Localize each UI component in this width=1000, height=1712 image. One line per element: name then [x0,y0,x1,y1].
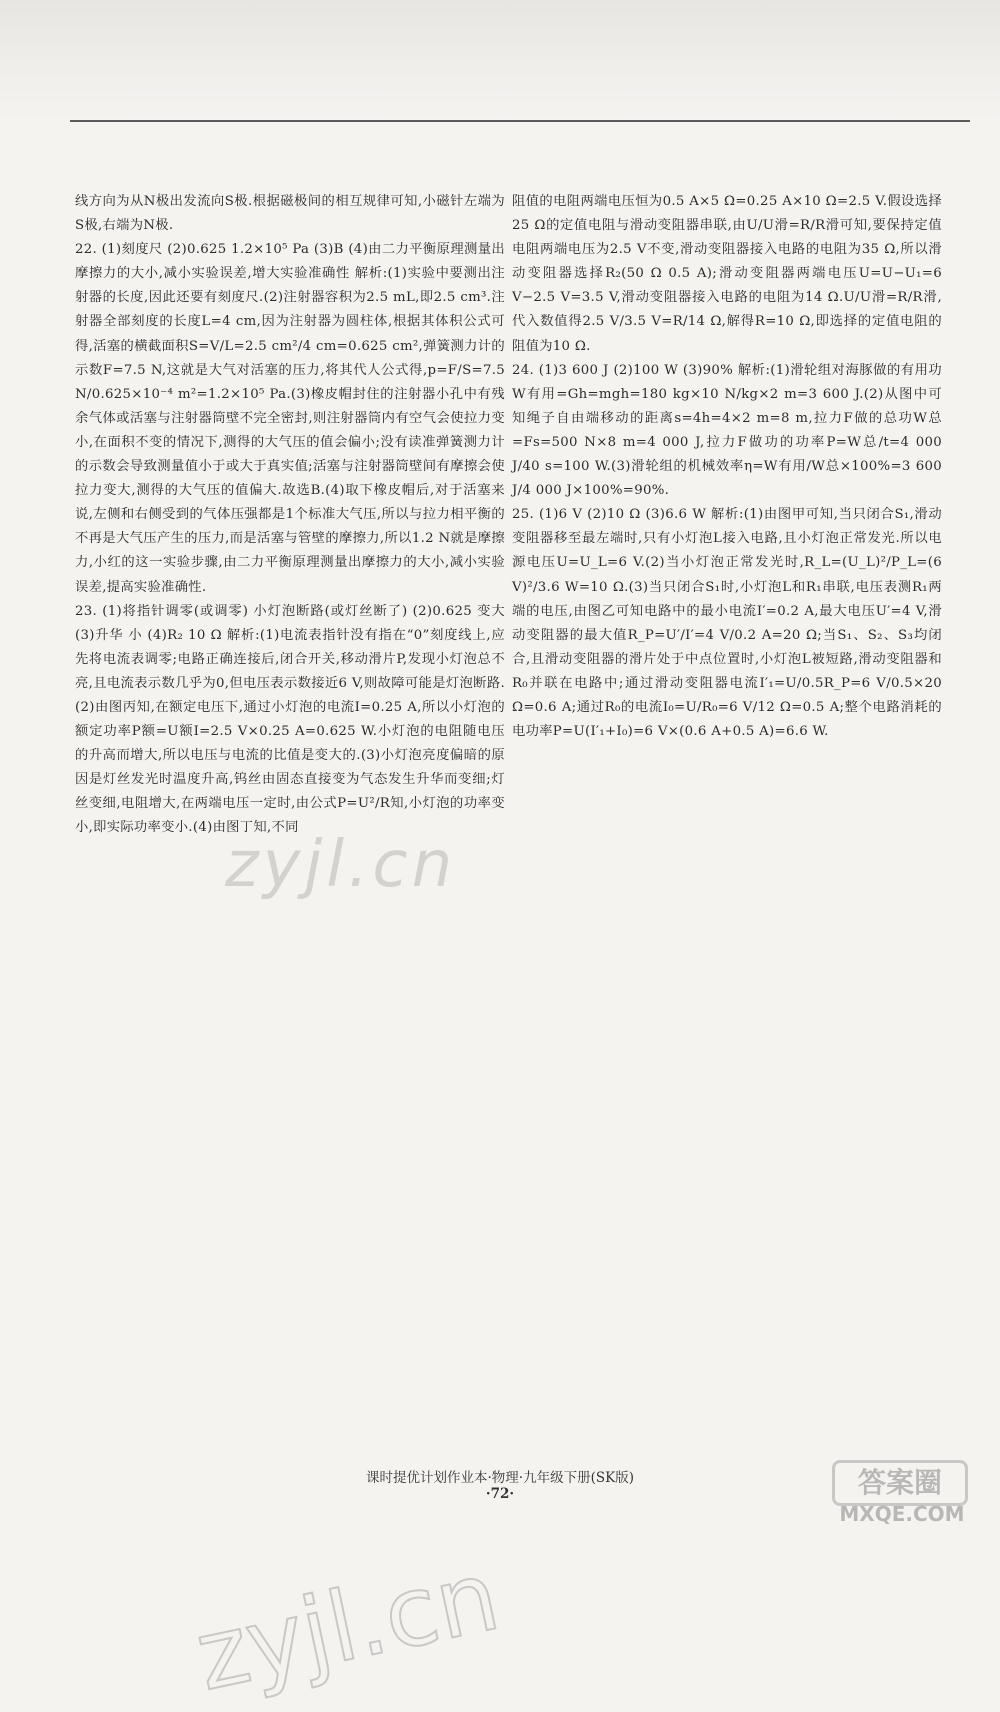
footer-book-title: 课时提优计划作业本·物理·九年级下册(SK版) [366,1470,634,1486]
answer-25: 25. (1)6 V (2)10 Ω (3)6.6 W 解析:(1)由图甲可知,当只闭合S₁,滑动变阻器移至最左端时,只有小灯泡L接入电路,且小灯泡正常发光.所以电源电压U=U_L=6 V.(2)当小灯泡正常发光时,R_L=(U_L)²/P_L=(6 V)²/3.6 W=10 Ω.(3)当只闭合S₁时,小灯泡L和R₁串联,电压表测R₁两端的电压,由图乙可知电路中的最小电流I′=0.2 A,最大电压U′=4 V,滑动变阻器的最大值R_P=U′/I′=4 V/0.2 A=20 Ω;当S₁、S₂、S₃均闭合,且滑动变阻器的滑片处于中点位置时,小灯泡L被短路,滑动变阻器和R₀并联在电路中;通过滑动变阻器电流I′₁=U/0.5R_P=6 V/0.5×20 Ω=0.6 A;通过R₀的电流I₀=U/R₀=6 V/12 Ω=0.5 A;整个电路消耗的电功率P=U(I′₁+I₀)=6 V×(0.6 A+0.5 A)=6.6 W. [512,507,942,740]
left-column [75,190,505,841]
right-column [512,190,942,744]
watermark-large: zyjl.cn [186,1539,509,1712]
page-binding-shadow [0,0,1000,120]
answer-23: 23. (1)将指针调零(或调零) 小灯泡断路(或灯丝断了) (2)0.625 变大 (3)升华 小 (4)R₂ 10 Ω 解析:(1)电流表指针没有指在“0”刻度线上,应先将电流表调零;电路正确连接后,闭合开关,移动滑片P,发现小灯泡总不亮,且电流表示数几乎为0,但电压表示数接近6 V,则故障可能是灯泡断路.(2)由图丙知,在额定电压下,通过小灯泡的电流I=0.25 A,所以小灯泡的额定功率P额=U额I=2.5 V×0.25 A=0.625 W.小灯泡的电阻随电压的升高而增大,所以电压与电流的比值是变大的.(3)小灯泡亮度偏暗的原因是灯丝发光时温度升高,钨丝由固态直接变为气态发生升华而变细;灯丝变细,电阻增大,在两端电压一定时,由公式P=U²/R知,小灯泡的功率变小,即实际功率变小.(4)由图丁知,不同 [75,603,505,836]
stamp-url: MXQE.COM [839,1502,965,1526]
answer-23-continued: 阻值的电阻两端电压恒为0.5 A×5 Ω=0.25 A×10 Ω=2.5 V.假设选择25 Ω的定值电阻与滑动变阻器串联,由U/U滑=R/R滑可知,要保持定值电阻两端电压为2.5 V不变,滑动变阻器接入电路的电阻为35 Ω,所以滑动变阻器选择R₂(50 Ω 0.5 A);滑动变阻器两端电压U=U−U₁=6 V−2.5 V=3.5 V,滑动变阻器接入电路的电阻为14 Ω.U/U滑=R/R滑,代入数值得2.5 V/3.5 V=R/14 Ω,解得R=10 Ω,即选择的定值电阻的阻值为10 Ω. [512,194,942,354]
watermark-mid: zyjl.cn [225,828,457,902]
paragraph-continuation: 线方向为从N极出发流向S极.根据磁极间的相互规律可知,小磁针左端为S极,右端为N极. [75,194,505,234]
answer-24: 24. (1)3 600 J (2)100 W (3)90% 解析:(1)滑轮组对海豚做的有用功W有用=Gh=mgh=180 kg×10 N/kg×2 m=3 600 J.(2)从图中可知绳子自由端移动的距离s=4h=4×2 m=8 m,拉力F做的总功W总=Fs=500 N×8 m=4 000 J,拉力F做功的功率P=W总/t=4 000 J/40 s=100 W.(3)滑轮组的机械效率η=W有用/W总×100%=3 600 J/4 000 J×100%=90%. [512,362,942,499]
stamp-logo-icon: 答案圈 [832,1460,968,1506]
header-rule [70,120,970,122]
answer-22: 22. (1)刻度尺 (2)0.625 1.2×10⁵ Pa (3)B (4)由二力平衡原理测量出摩擦力的大小,减小实验误差,增大实验准确性 解析:(1)实验中要测出注射器的长度,因此还要有刻度尺.(2)注射器容积为2.5 mL,即2.5 cm³.注射器全部刻度的长度L=4 cm,因为注射器为圆柱体,根据其体积公式可得,活塞的横截面积S=V/L=2.5 cm²/4 cm=0.625 cm²,弹簧测力计的示数F=7.5 N,这就是大气对活塞的压力,将其代人公式得,p=F/S=7.5 N/0.625×10⁻⁴ m²=1.2×10⁵ Pa.(3)橡皮帽封住的注射器小孔中有残余气体或活塞与注射器筒壁不完全密封,则注射器筒内有空气会使拉力变小,在面积不变的情况下,测得的大气压的值会偏小;没有读准弹簧测力计的示数会导致测量值小于或大于真实值;活塞与注射器筒壁间有摩擦会使拉力变大,测得的大气压的值偏大.故选B.(4)取下橡皮帽后,对于活塞来说,左侧和右侧受到的气体压强都是1个标准大气压,所以与拉力相平衡的不再是大气压产生的压力,而是活塞与管壁的摩擦力,所以1.2 N就是摩擦力,小红的这一实验步骤,由二力平衡原理测量出摩擦力的大小,减小实验误差,提高实验准确性. [75,242,505,595]
page-number: ·72· [485,1486,515,1502]
